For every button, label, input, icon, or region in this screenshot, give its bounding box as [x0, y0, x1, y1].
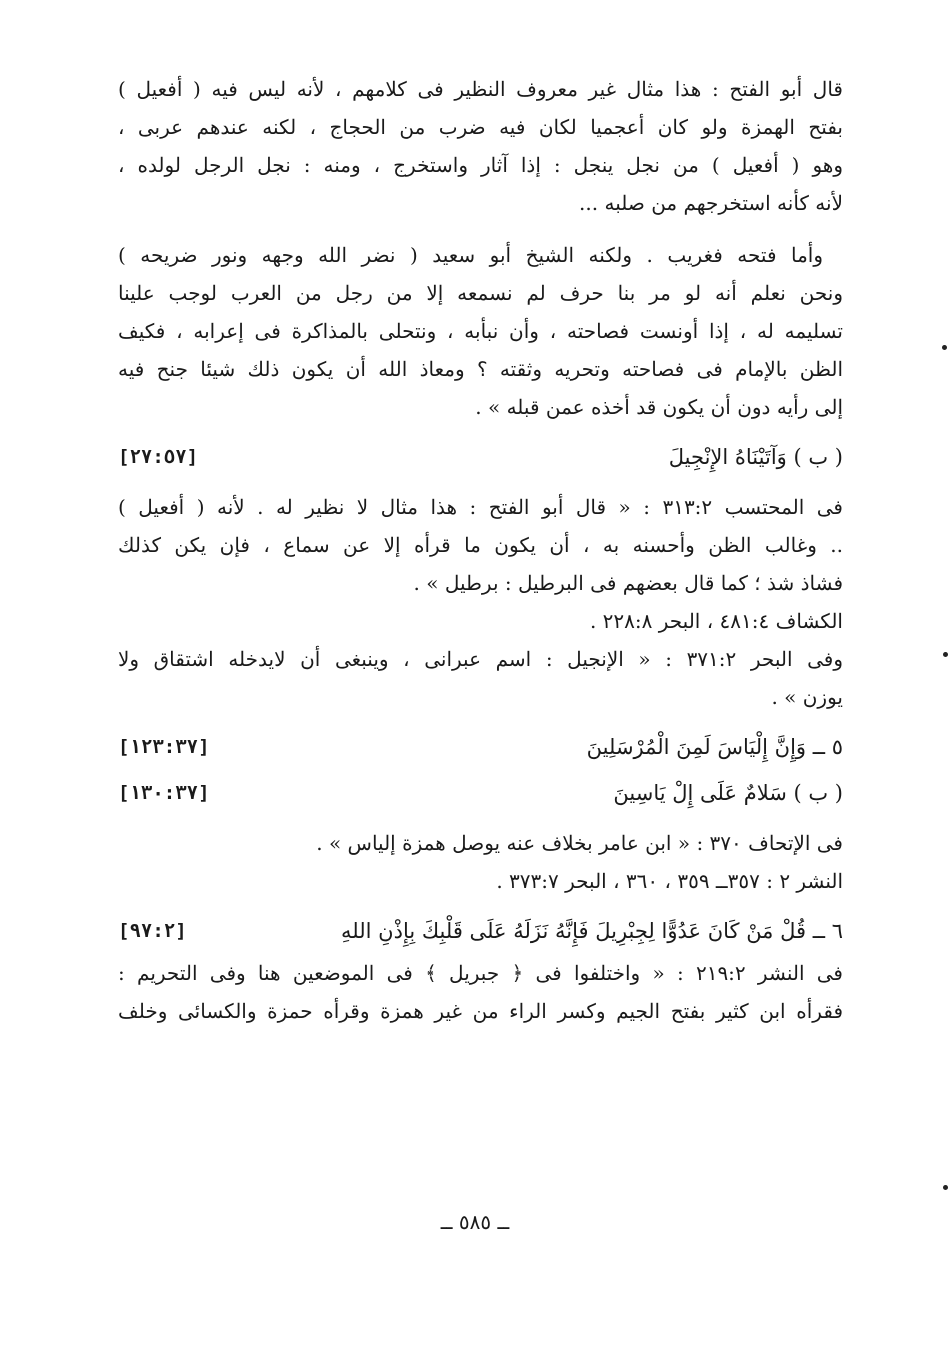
verse-reference: [١٢٣:٣٧] — [118, 736, 210, 758]
verse-text: ( ب ) سَلامٌ عَلَى إِلْ يَاسِينَ — [613, 781, 843, 805]
scan-dot-decoration — [943, 1185, 948, 1190]
verse-reference: [٩٧:٢] — [118, 920, 187, 942]
paragraph-muhtasab — [118, 488, 843, 602]
text-line: بفتح الهمزة ولو كان أعجميا لكان فيه ضرب من الحجاج ، لكنه عندهم عربى ، — [118, 115, 843, 139]
text-line: تسليمه له ، إذا أونست فصاحته ، وأن نبأبه ، ونتحلى بالمذاكرة فى إعرابه ، فكيف — [118, 319, 843, 343]
verse-text: ٦ ــ قُلْ مَنْ كَانَ عَدُوًّا لِجِبْرِيلَ فَإِنَّهُ نَزَلَهُ عَلَى قَلْبِكَ بِإِذْنِ اللهِ — [341, 919, 843, 943]
text-line: وهو ( أفعيل ) من نجل ينجل : إذا آثار واستخرج ، ومنه : نجل الرجل لولده ، — [118, 153, 843, 177]
text-line: لأنه كأنه استخرجهم من صلبه ... — [579, 191, 843, 215]
verse-text: ٥ ــ وَإِنَّ إِلْيَاسَ لَمِنَ الْمُرْسَلِينَ — [586, 735, 843, 759]
verse-reference: [٢٧:٥٧] — [118, 446, 199, 468]
text-line: ونحن نعلم أنه لو مر بنا حرف لم نسمعه إلا من رجل من العرب لوجب علينا — [118, 281, 843, 305]
nashr-line: النشر ٢ : ٣٥٧ــ ٣٥٩ ، ٣٦٠ ، البحر ٣٧٣:٧ . — [496, 869, 843, 893]
verse-row-ilyasin — [118, 770, 843, 816]
paragraph-nashr-jibril — [118, 954, 843, 1030]
ithaf-line: فى الإتحاف ٣٧٠ : « ابن عامر بخلاف عنه يوصل همزة إلياس » . — [316, 831, 843, 855]
text-line: .. وغالب الظن وأحسنه به ، أن يكون ما قرأه إلا عن سماع ، فإن يكن كذلك — [118, 533, 843, 557]
text-line: وأما فتحه فغريب . ولكنه الشيخ أبو سعيد ( نضر الله وجهه ونور ضريحه ) — [118, 243, 823, 267]
paragraph-abu-said — [118, 236, 843, 426]
text-line: الظن بالإمام فى فصاحته وتحريه وثقته ؟ ومعاذ الله أن يكون ذلك شيئا جنح فيه — [118, 357, 843, 381]
paragraph-abu-alfath — [118, 70, 843, 222]
page-number: ــ ٥٨٥ ــ — [440, 1210, 510, 1234]
text-line: فقرأه ابن كثير بفتح الجيم وكسر الراء من غير همزة وقرأه حمزة والكسائى وخلف — [118, 999, 843, 1023]
scan-dot-decoration — [943, 652, 948, 657]
verse-row-jibril — [118, 908, 843, 954]
text-line: إلى رأيه دون أن يكون قد أخذه عمن قبله » . — [475, 395, 843, 419]
text-line: فى المحتسب ٣١٣:٢ : « قال أبو الفتح : هذا مثال لا نظير له . لأنه ( أفعيل ) — [118, 495, 843, 519]
verse-text: ( ب ) وَآتَيْنَاهُ الإِنْجِيلَ — [668, 445, 843, 469]
paragraph-bahr — [118, 640, 843, 716]
text-line: وفى البحر ٣٧١:٢ : « الإنجيل : اسم عبرانى ، وينبغى أن لايدخله اشتقاق ولا — [118, 647, 843, 671]
references-line: الكشاف ٤٨١:٤ ، البحر ٢٢٨:٨ . — [589, 609, 843, 633]
verse-row-injil — [118, 434, 843, 480]
verse-reference: [١٣٠:٣٧] — [118, 782, 210, 804]
page-body — [118, 70, 843, 1030]
text-line: يوزن » . — [771, 685, 843, 709]
scan-dot-decoration — [942, 345, 947, 350]
text-line: قال أبو الفتح : هذا مثال غير معروف النظير فى كلامهم ، لأنه ليس فيه ( أفعيل ) — [118, 77, 843, 101]
verse-row-ilyas — [118, 724, 843, 770]
text-line: فى النشر ٢١٩:٢ : « واختلفوا فى ﴿ جبريل ﴾ فى الموضعين هنا وفى التحريم : — [118, 961, 843, 985]
text-line: فشاذ شذ ؛ كما قال بعضهم فى البرطيل : برطيل » . — [413, 571, 843, 595]
